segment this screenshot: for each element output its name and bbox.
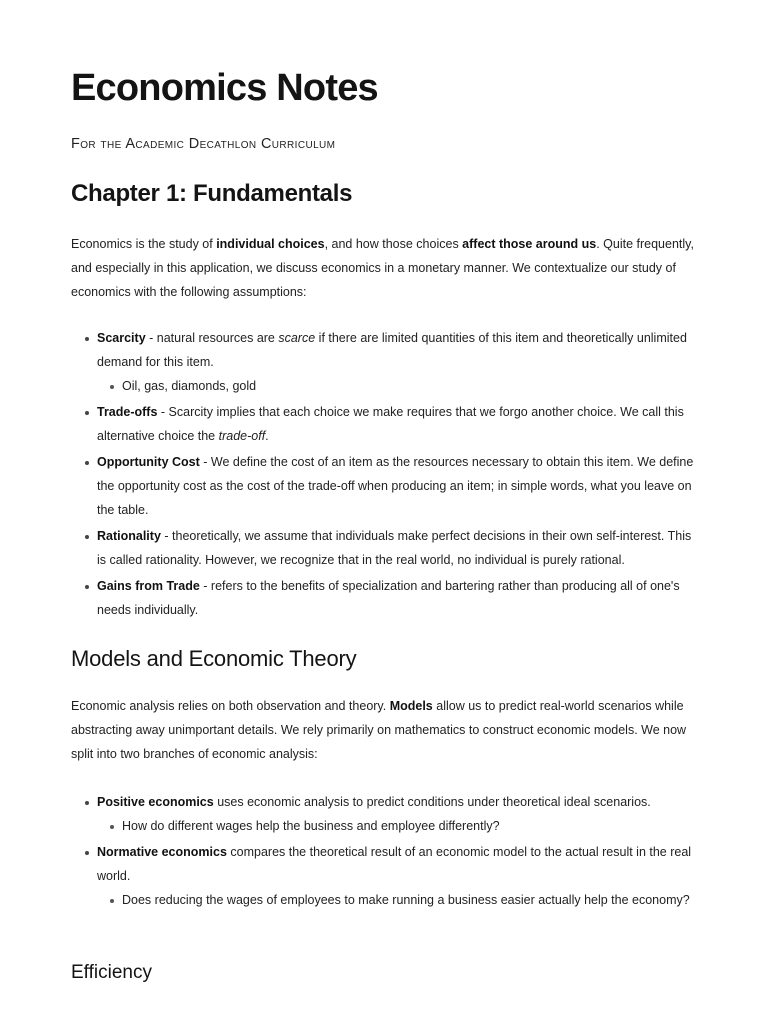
assumptions-list (71, 326, 701, 624)
list-item-gains-from-trade: Gains from Trade - refers to the benefits of specialization and bartering rather than producing all of one's needs individually. (71, 574, 701, 622)
document-title: Economics Notes (71, 67, 378, 109)
sub-list-item: How do different wages help the business and employee differently? (97, 814, 701, 838)
list-item-positive-economics: Positive economics uses economic analysis to predict conditions under theoretical ideal scenarios. How do different wages help the business and employee differently? (71, 790, 701, 838)
list-item-scarcity: Scarcity - natural resources are scarce if there are limited quantities of this item and theoretically unlimited demand for this item. Oil, gas, diamonds, gold (71, 326, 701, 398)
list-item-rationality: Rationality - theoretically, we assume that individuals make perfect decisions in their own self-interest. This is called rationality. However, we recognize that in the real world, no individual is purely rational. (71, 524, 701, 572)
branches-list (71, 790, 701, 914)
sub-list-item: Oil, gas, diamonds, gold (97, 374, 701, 398)
positive-economics-example (97, 814, 701, 838)
normative-economics-example (97, 888, 701, 912)
models-intro: Economic analysis relies on both observation and theory. Models allow us to predict real-world scenarios while abstracting away unimportant details. We rely primarily on mathematics to construct economic models. We now split into two branches of economic analysis: (71, 699, 687, 761)
chapter-1-intro: Economics is the study of individual choices, and how those choices affect those around us. Quite frequently, and especially in this application, we discuss economics in a monetary manner. We contextualize our study of economics with the following assumptions: (71, 237, 694, 299)
efficiency-heading: Efficiency (71, 962, 152, 983)
models-heading: Models and Economic Theory (71, 646, 357, 671)
sub-list-item: Does reducing the wages of employees to make running a business easier actually help the economy? (97, 888, 701, 912)
scarcity-examples (97, 374, 701, 398)
list-item-normative-economics: Normative economics compares the theoretical result of an economic model to the actual result in the real world. Does reducing the wages of employees to make running a business easier actually help the economy? (71, 840, 701, 912)
document-subtitle: For the Academic Decathlon Curriculum (71, 136, 336, 152)
list-item-trade-offs: Trade-offs - Scarcity implies that each choice we make requires that we forgo another choice. We call this alternative choice the trade-off. (71, 400, 701, 448)
list-item-opportunity-cost: Opportunity Cost - We define the cost of an item as the resources necessary to obtain this item. We define the opportunity cost as the cost of the trade-off when producing an item; in simple words, what you leave on the table. (71, 450, 701, 522)
chapter-1-heading: Chapter 1: Fundamentals (71, 180, 353, 207)
